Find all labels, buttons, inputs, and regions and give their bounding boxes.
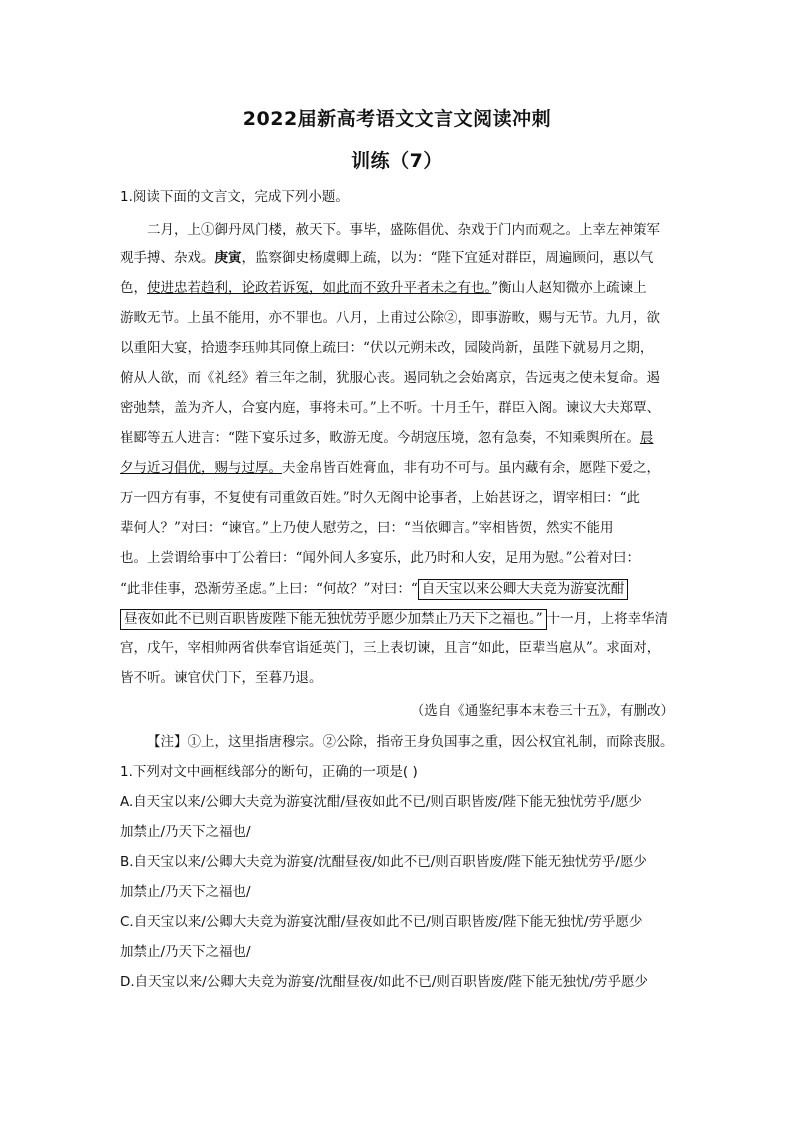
underlined-sentence: 使进忠若趋利，论政若诉冤，如此而不致升平者未之有也。 xyxy=(147,280,492,296)
passage-line: 以重阳大宴，拾遗李珏帅其同僚上疏曰：“伏以元朔未改，园陵尚新，虽陛下就易月之期， xyxy=(120,340,654,356)
passage-line: 宫，戊午，宰相帅两省供奉官诣延英门，三上表切谏，且言“如此，臣辈当扈从”。求面对， xyxy=(120,640,661,656)
passage-text: ”衡山人赵知微亦上疏谏上 xyxy=(491,280,647,296)
source-citation: （选自《通鉴纪事本末卷三十五》，有删改） xyxy=(410,703,674,719)
option-c[interactable]: C.自天宝以来/公卿大夫竞为游宴沈酣/昼夜如此不已/则百职皆废/陛下能无独忧/劳乎愿少 xyxy=(120,914,643,930)
boxed-passage-part-1: 自天宝以来公卿大夫竞为游宴沈酣 xyxy=(418,579,629,600)
passage-line: 万一四方有事，不复使有司重敛百姓。”时久无阁中论事者，上始甚讶之，谓宰相曰：“此 xyxy=(120,490,641,506)
passage-text: 十一月，上将幸华清 xyxy=(546,611,669,627)
question-stem: 1.下列对文中画框线部分的断句，正确的一项是( ) xyxy=(120,764,418,780)
passage-line xyxy=(120,579,628,600)
passage-line: 皆不听。谏官伏门下，至暮乃退。 xyxy=(120,670,323,686)
passage-line: 也。上尝谓给事中丁公着曰：“闻外间人多宴乐，此乃时和人安，足用为慰。”公着对曰： xyxy=(120,550,641,566)
passage-line: 俯从人欲，而《礼经》着三年之制，犹服心丧。遏同轨之会始离京，告远夷之使未复命。遏 xyxy=(120,370,660,386)
page-subtitle: 训练（7） xyxy=(351,150,443,172)
passage-text: 夫金帛皆百姓膏血，非有功不可与。虽内藏有余，愿陛下爱之， xyxy=(282,460,660,476)
page-title: 2022届新高考语文文言文阅读冲刺 xyxy=(242,108,552,130)
passage-line xyxy=(120,609,668,630)
passage-line xyxy=(120,279,647,297)
passage-line: 二月，上①御丹凤门楼，赦天下。事毕，盛陈倡优、杂戏于门内而观之。上幸左神策军 xyxy=(147,222,660,238)
passage-line xyxy=(120,249,653,267)
boxed-passage-part-2: 昼夜如此不已则百职皆废陛下能无独忧劳乎愿少加禁止乃天下之福也。” xyxy=(120,609,547,630)
option-a-cont: 加禁止/乃天下之福也/ xyxy=(120,824,251,840)
option-b-cont: 加禁止/乃天下之福也/ xyxy=(120,884,251,900)
passage-line xyxy=(120,429,653,447)
underlined-sentence: 夕与近习倡优，赐与过厚。 xyxy=(120,460,282,476)
underlined-sentence: 晨 xyxy=(639,430,654,446)
option-b[interactable]: B.自天宝以来/公卿大夫竞为游宴/沈酣昼夜/如此不已/则百职皆废/陛下能无独忧劳乎/愿少 xyxy=(120,854,647,870)
passage-line: 辈何人？”对曰：“谏官。”上乃使人慰劳之，曰：“当依卿言。”宰相皆贺，然实不能用 xyxy=(120,520,614,536)
passage-line xyxy=(120,459,660,477)
instruction: 1.阅读下面的文言文，完成下列小题。 xyxy=(120,189,349,205)
passage-text: 观手搏、杂戏。 xyxy=(120,250,215,266)
passage-text: ，监察御史杨虞卿上疏，以为：“陛下宜延对群臣，周遍顾问，惠以气 xyxy=(241,250,654,266)
passage-text: 色， xyxy=(120,280,147,296)
passage-text: “此非佳事，恐渐劳圣虑。”上曰：“何故？”对曰：“ xyxy=(120,581,418,597)
passage-line: 游畋无节。上虽不能用，亦不罪也。八月，上甫过公除②，即事游畋，赐与无节。九月，欲 xyxy=(120,310,660,326)
option-a[interactable]: A.自天宝以来/公卿大夫竞为游宴沈酣/昼夜如此不已/则百职皆废/陛下能无独忧劳乎/愿少 xyxy=(120,794,643,810)
option-d[interactable]: D.自天宝以来/公卿大夫竞为游宴/沈酣昼夜/如此不已/则百职皆废/陛下能无独忧/劳乎愿少 xyxy=(120,974,648,990)
option-c-cont: 加禁止/乃天下之福也/ xyxy=(120,944,251,960)
bold-date: 庚寅 xyxy=(214,250,242,266)
footnote: 【注】①上，这里指唐穆宗。②公除，指帝王身负国事之重，因公权宜礼制，而除丧服。 xyxy=(147,734,674,750)
passage-line: 密弛禁，盖为齐人，合宴内庭，事将未可。”上不听。十月壬午，群臣入阁。谏议大夫郑覃、 xyxy=(120,400,661,416)
passage-text: 崔郾等五人进言：“陛下宴乐过多，畋游无度。今胡寇压境，忽有急奏，不知乘舆所在。 xyxy=(120,430,640,446)
